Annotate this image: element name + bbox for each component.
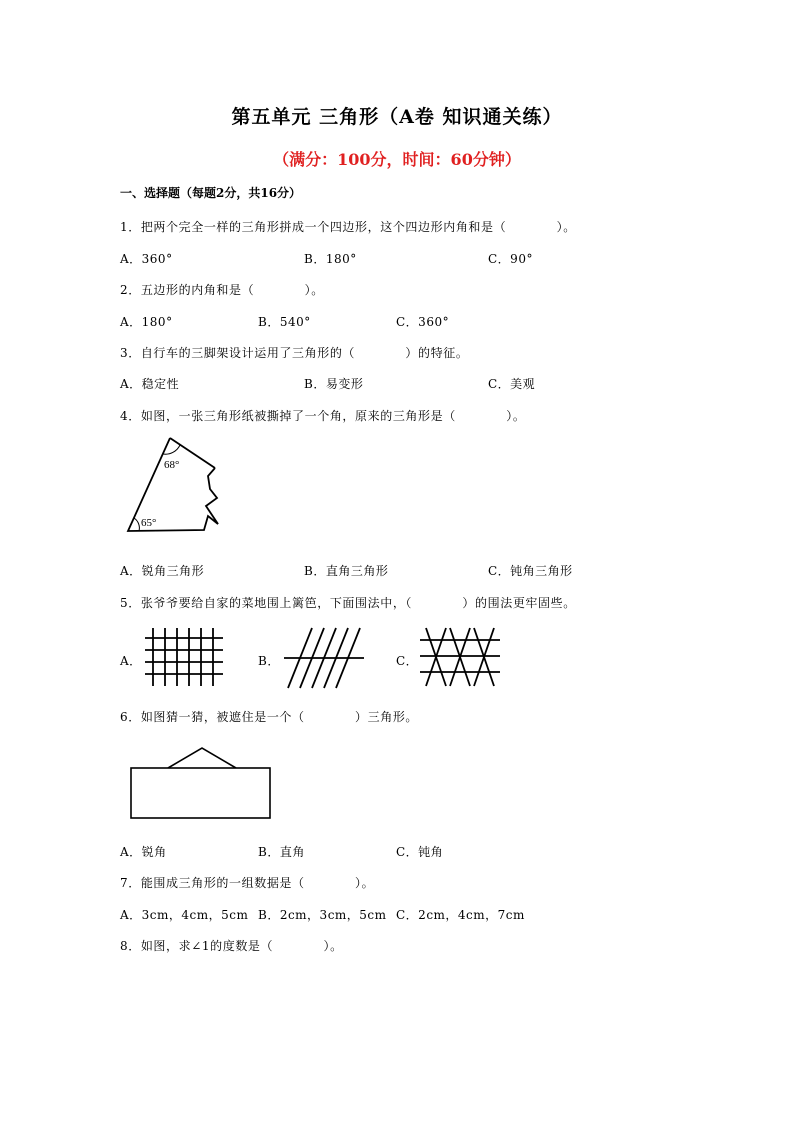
angle-65-label: 65° [141, 517, 157, 529]
q7-option-c[interactable]: C．2cm，4cm，7cm [396, 908, 525, 922]
q2-option-a[interactable]: A．180° [120, 315, 173, 329]
covered-triangle-figure [128, 744, 274, 822]
q1-option-c[interactable]: C．90° [488, 252, 533, 266]
question-4: 4．如图，一张三角形纸被撕掉了一个角，原来的三角形是（ ）。 [120, 409, 526, 423]
torn-triangle-figure [120, 432, 230, 538]
q6-option-b[interactable]: B．直角 [258, 845, 305, 859]
question-1: 1．把两个完全一样的三角形拼成一个四边形，这个四边形内角和是（ ）。 [120, 220, 576, 234]
section-heading: 一、选择题（每题2分，共16分） [120, 186, 302, 200]
q2-option-b[interactable]: B．540° [258, 315, 311, 329]
q4-option-c[interactable]: C．钝角三角形 [488, 564, 573, 578]
question-5: 5．张爷爷要给自家的菜地围上篱笆，下面围法中，（ ）的围法更牢固些。 [120, 596, 576, 610]
question-3: 3．自行车的三脚架设计运用了三角形的（ ）的特征。 [120, 346, 469, 360]
q3-option-c[interactable]: C．美观 [488, 377, 536, 391]
question-6: 6．如图猜一猜，被遮住是一个（ ）三角形。 [120, 710, 419, 724]
q7-option-b[interactable]: B．2cm，3cm，5cm [258, 908, 387, 922]
q4-option-a[interactable]: A．锐角三角形 [120, 564, 205, 578]
fence-triangle-figure [418, 626, 502, 688]
q5-option-c[interactable]: C． [396, 654, 419, 668]
q2-option-c[interactable]: C．360° [396, 315, 450, 329]
q6-option-c[interactable]: C．钝角 [396, 845, 444, 859]
q5-option-a[interactable]: A． [120, 654, 142, 668]
q4-option-b[interactable]: B．直角三角形 [304, 564, 389, 578]
question-7: 7．能围成三角形的一组数据是（ ）。 [120, 876, 375, 890]
q6-option-a[interactable]: A．锐角 [120, 845, 167, 859]
fence-slanted-figure [282, 626, 366, 690]
question-2: 2．五边形的内角和是（ ）。 [120, 283, 324, 297]
q7-option-a[interactable]: A．3cm，4cm，5cm [120, 908, 249, 922]
q3-option-b[interactable]: B．易变形 [304, 377, 364, 391]
page-title: 第五单元 三角形（A卷 知识通关练） [231, 106, 563, 128]
angle-68-label: 68° [164, 459, 180, 471]
q5-option-b[interactable]: B． [258, 654, 280, 668]
q1-option-b[interactable]: B．180° [304, 252, 357, 266]
question-8: 8．如图，求∠1的度数是（ ）。 [120, 939, 343, 953]
q1-option-a[interactable]: A．360° [120, 252, 173, 266]
page-subtitle: （满分：100分，时间：60分钟） [273, 150, 521, 169]
q3-option-a[interactable]: A．稳定性 [120, 377, 180, 391]
fence-grid-figure [143, 626, 225, 688]
